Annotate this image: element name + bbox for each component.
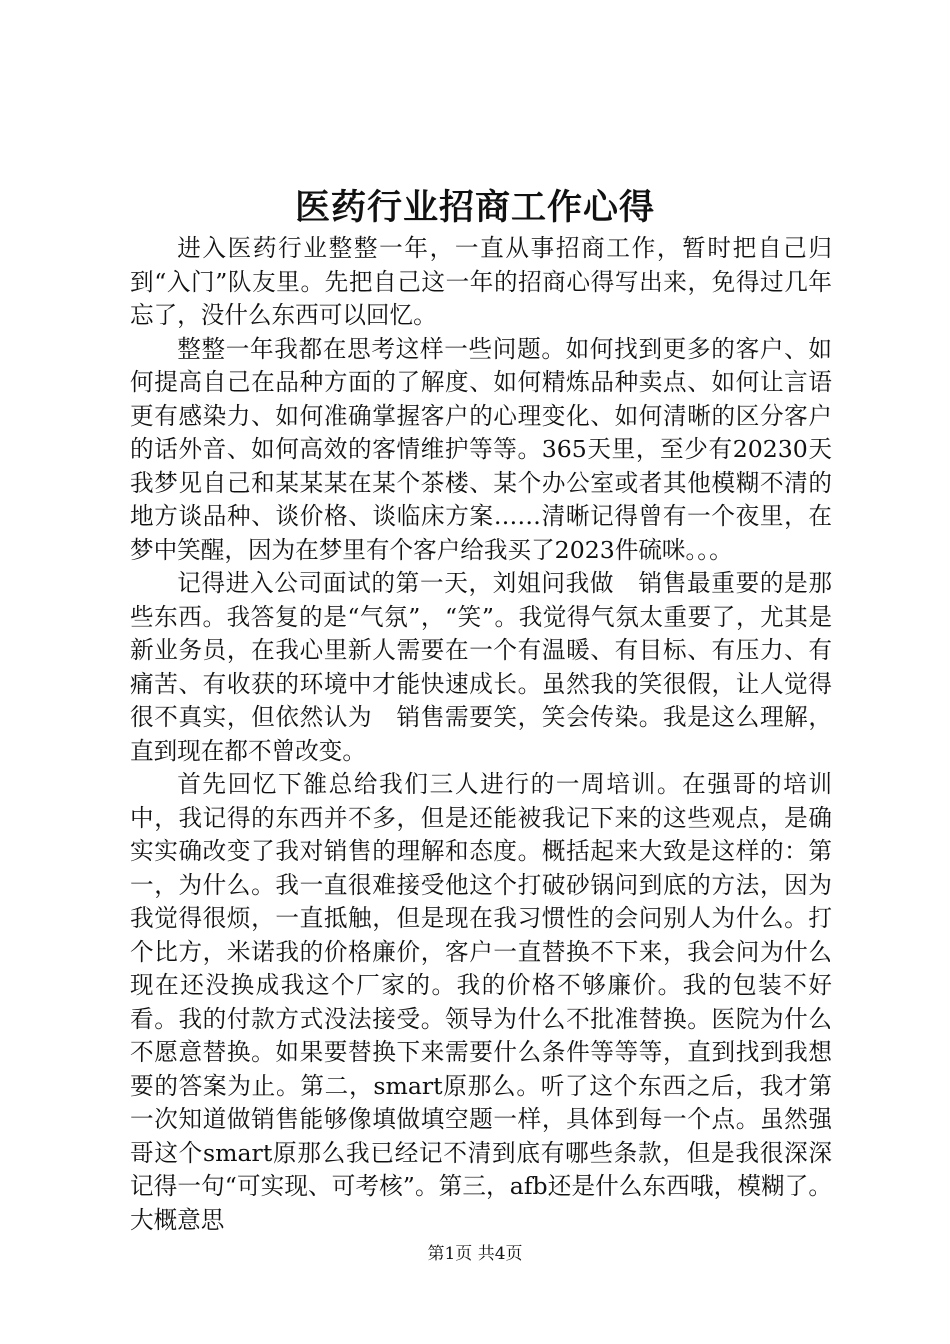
paragraph-1: 进入医药行业整整一年，一直从事招商工作，暂时把自己归到“入门”队友里。先把自己这一年的招商心得写出来，免得过几年忘了，没什么东西可以回忆。 <box>130 234 832 329</box>
paragraph-3: 记得进入公司面试的第一天，刘姐问我做 销售最重要的是那些东西。我答复的是“气氛”，“笑”。我觉得气氛太重要了，尤其是新业务员，在我心里新人需要在一个有温暖、有目标、有压力、有痛苦、有收获的环境中才能快速成长。虽然我的笑很假，让人觉得很不真实，但依然认为 销售需要笑，笑会传染。我是这么理解，直到现在都不曾改变。 <box>130 569 832 765</box>
paragraph-2: 整整一年我都在思考这样一些问题。如何找到更多的客户、如何提高自己在品种方面的了解度、如何精炼品种卖点、如何让言语更有感染力、如何准确掌握客户的心理变化、如何清晰的区分客户的话外音、如何高效的客情维护等等。365天里，至少有20230天我梦见自己和某某某在某个茶楼、某个办公室或者其他模糊不清的地方谈品种、谈价格、谈临床方案……清晰记得曾有一个夜里，在梦中笑醒，因为在梦里有个客户给我买了2023件硫咪。。。 <box>130 334 832 564</box>
paragraph-4: 首先回忆下雒总给我们三人进行的一周培训。在强哥的培训中，我记得的东西并不多，但是还能被我记下来的这些观点，是确实实确改变了我对销售的理解和态度。概括起来大致是这样的：第一，为什么。我一直很难接受他这个打破砂锅问到底的方法，因为我觉得很烦，一直抵触，但是现在我习惯性的会问别人为什么。打个比方，米诺我的价格廉价，客户一直替换不下来，我会问为什么现在还没换成我这个厂家的。我的价格不够廉价。我的包装不好看。我的付款方式没法接受。领导为什么不批准替换。医院为什么不愿意替换。如果要替换下来需要什么条件等等等，直到找到我想要的答案为止。第二，smart原那么。听了这个东西之后，我才第一次知道做销售能够像填做填空题一样，具体到每一个点。虽然强哥这个smart原那么我已经记不清到底有哪些条款，但是我很深深记得一句“可实现、可考核”。第三，afb还是什么东西哦，模糊了。大概意思 <box>130 770 832 1234</box>
document-body <box>130 232 832 1237</box>
page-footer: 第1页 共4页 <box>427 1244 523 1264</box>
document-title: 医药行业招商工作心得 <box>294 187 655 228</box>
